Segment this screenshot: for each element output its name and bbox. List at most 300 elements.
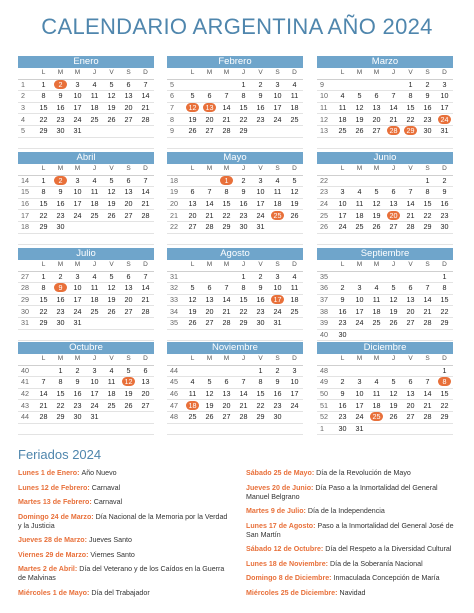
day-cell — [218, 271, 235, 283]
week-row — [167, 221, 303, 233]
day-cell: 12 — [385, 294, 402, 306]
day-cell: 19 — [103, 198, 120, 210]
day-cell: 15 — [35, 294, 52, 306]
weekday-label: D — [436, 68, 453, 79]
day-cell: 23 — [235, 210, 252, 222]
holiday-marker: 17 — [271, 295, 284, 304]
day-cell: 1 — [402, 79, 419, 91]
day-cell: 28 — [235, 411, 252, 423]
week-row — [167, 137, 303, 149]
day-cell: 30 — [419, 125, 436, 137]
day-cell: 10 — [69, 283, 86, 295]
day-cell: 8 — [235, 283, 252, 295]
day-cell: 17 — [436, 102, 453, 114]
day-cell: 9 — [52, 187, 69, 199]
day-cell: 22 — [402, 114, 419, 126]
day-cell: 17 — [69, 198, 86, 210]
day-cell: 18 — [286, 102, 303, 114]
day-cell — [334, 79, 351, 91]
month-noviembre — [167, 342, 303, 435]
weekday-header-row — [317, 164, 453, 175]
day-cell — [269, 125, 286, 137]
week-number: 27 — [18, 271, 35, 283]
day-cell: 30 — [436, 221, 453, 233]
day-cell: 29 — [252, 411, 269, 423]
weekday-label: M — [52, 164, 69, 175]
day-cell — [103, 329, 120, 341]
day-cell: 20 — [201, 306, 218, 318]
week-row — [18, 79, 154, 91]
day-cell: 27 — [402, 317, 419, 329]
week-number — [167, 329, 184, 341]
week-number-header — [18, 354, 35, 365]
week-row — [18, 423, 154, 435]
day-cell: 14 — [137, 187, 154, 199]
month-diciembre — [317, 342, 453, 435]
week-row — [18, 365, 154, 377]
day-cell: 3 — [252, 175, 269, 187]
day-cell — [103, 411, 120, 423]
day-cell — [419, 137, 436, 149]
day-cell: 20 — [120, 102, 137, 114]
week-row — [167, 423, 303, 435]
day-cell: 31 — [252, 221, 269, 233]
day-cell: 18 — [86, 294, 103, 306]
day-cell: 4 — [368, 283, 385, 295]
week-row — [317, 221, 453, 233]
day-cell: 7 — [235, 377, 252, 389]
week-number: 18 — [18, 221, 35, 233]
weekday-label: S — [120, 260, 137, 271]
day-cell: 8 — [402, 91, 419, 103]
weekday-label: V — [252, 260, 269, 271]
week-number: 6 — [167, 91, 184, 103]
day-cell: 28 — [419, 411, 436, 423]
weekday-label: M — [351, 164, 368, 175]
weekday-label: V — [252, 68, 269, 79]
day-cell — [334, 365, 351, 377]
weekday-label: L — [184, 68, 201, 79]
month-septiembre — [317, 248, 453, 341]
day-cell — [35, 423, 52, 435]
day-cell — [385, 210, 402, 222]
day-cell: 29 — [35, 221, 52, 233]
day-cell: 1 — [235, 271, 252, 283]
day-cell: 9 — [252, 283, 269, 295]
day-cell: 8 — [419, 187, 436, 199]
day-cell — [286, 329, 303, 341]
month-table — [317, 354, 453, 435]
day-cell — [201, 175, 218, 187]
month-table — [317, 260, 453, 341]
day-cell — [201, 79, 218, 91]
day-cell: 14 — [402, 198, 419, 210]
month-table — [18, 68, 154, 149]
day-cell: 14 — [419, 388, 436, 400]
weekday-label: S — [269, 354, 286, 365]
day-cell: 13 — [120, 187, 137, 199]
holiday-marker: 20 — [387, 211, 400, 220]
day-cell — [103, 423, 120, 435]
day-cell: 6 — [120, 271, 137, 283]
weekday-header-row — [167, 260, 303, 271]
day-cell: 7 — [419, 283, 436, 295]
day-cell: 12 — [103, 187, 120, 199]
day-cell — [351, 137, 368, 149]
week-number: 22 — [167, 221, 184, 233]
day-cell: 8 — [35, 283, 52, 295]
weekday-label: D — [137, 260, 154, 271]
weekday-label: M — [368, 354, 385, 365]
month-header: Agosto — [167, 248, 303, 260]
day-cell: 25 — [103, 400, 120, 412]
day-cell — [385, 125, 402, 137]
day-cell — [218, 137, 235, 149]
month-table — [18, 260, 154, 341]
day-cell: 6 — [368, 91, 385, 103]
day-cell — [69, 221, 86, 233]
day-cell — [269, 233, 286, 245]
week-number: 44 — [167, 365, 184, 377]
day-cell: 27 — [218, 411, 235, 423]
day-cell — [368, 411, 385, 423]
week-number: 25 — [317, 210, 334, 222]
day-cell: 30 — [252, 317, 269, 329]
weekday-label: J — [86, 164, 103, 175]
month-octubre — [18, 342, 154, 435]
week-number: 35 — [317, 271, 334, 283]
week-row — [18, 411, 154, 423]
day-cell — [103, 137, 120, 149]
day-cell — [184, 365, 201, 377]
day-cell — [235, 137, 252, 149]
day-cell: 11 — [86, 187, 103, 199]
day-cell: 18 — [86, 102, 103, 114]
holiday-date: Miércoles 25 de Diciembre: — [246, 588, 340, 597]
week-number — [167, 423, 184, 435]
day-cell: 18 — [351, 210, 368, 222]
week-number: 41 — [18, 377, 35, 389]
day-cell: 13 — [402, 388, 419, 400]
day-cell: 30 — [52, 317, 69, 329]
holiday-date: Lunes 1 de Enero: — [18, 469, 82, 477]
week-number: 4 — [18, 114, 35, 126]
day-cell — [86, 423, 103, 435]
week-number: 9 — [167, 125, 184, 137]
week-number: 28 — [18, 283, 35, 295]
day-cell: 18 — [86, 198, 103, 210]
week-number-header — [317, 164, 334, 175]
week-number: 7 — [167, 102, 184, 114]
day-cell: 10 — [334, 198, 351, 210]
day-cell: 25 — [286, 306, 303, 318]
day-cell — [86, 233, 103, 245]
day-cell: 21 — [137, 198, 154, 210]
day-cell: 16 — [52, 294, 69, 306]
week-row — [18, 283, 154, 295]
holiday-description: Día del Respeto a la Diversidad Cultural — [325, 545, 452, 553]
day-cell: 22 — [218, 210, 235, 222]
weekday-label: M — [218, 68, 235, 79]
day-cell: 26 — [385, 317, 402, 329]
holiday-item — [246, 589, 458, 598]
day-cell — [86, 125, 103, 137]
day-cell: 15 — [52, 388, 69, 400]
week-number-header — [167, 260, 184, 271]
day-cell: 20 — [120, 198, 137, 210]
day-cell — [286, 221, 303, 233]
week-number: 22 — [317, 175, 334, 187]
week-number-header — [18, 68, 35, 79]
day-cell: 17 — [69, 294, 86, 306]
weekday-label: M — [368, 164, 385, 175]
day-cell: 20 — [184, 210, 201, 222]
day-cell: 28 — [402, 221, 419, 233]
day-cell: 21 — [218, 114, 235, 126]
day-cell — [269, 329, 286, 341]
holiday-item — [246, 484, 458, 502]
weekday-label: J — [86, 354, 103, 365]
day-cell: 31 — [436, 125, 453, 137]
day-cell: 27 — [402, 411, 419, 423]
holiday-date: Lunes 12 de Febrero: — [18, 483, 92, 492]
day-cell: 16 — [235, 198, 252, 210]
week-row — [317, 388, 453, 400]
day-cell: 22 — [235, 114, 252, 126]
day-cell — [120, 125, 137, 137]
holiday-description: Viernes Santo — [90, 550, 135, 559]
week-number: 9 — [317, 79, 334, 91]
weekday-label: S — [419, 68, 436, 79]
week-row — [167, 91, 303, 103]
month-header: Febrero — [167, 56, 303, 68]
day-cell: 26 — [184, 317, 201, 329]
holiday-item — [18, 589, 230, 598]
day-cell: 1 — [35, 271, 52, 283]
weekday-label: J — [385, 260, 402, 271]
day-cell: 14 — [218, 294, 235, 306]
day-cell: 27 — [137, 400, 154, 412]
day-cell: 19 — [184, 306, 201, 318]
month-table — [18, 354, 154, 435]
weekday-label: L — [334, 260, 351, 271]
weekday-label: M — [201, 354, 218, 365]
day-cell: 19 — [368, 210, 385, 222]
weekday-label: M — [218, 354, 235, 365]
day-cell: 22 — [419, 210, 436, 222]
day-cell — [103, 125, 120, 137]
month-table — [18, 164, 154, 245]
week-row — [18, 377, 154, 389]
week-row — [317, 400, 453, 412]
weekday-label: D — [286, 354, 303, 365]
month-marzo — [317, 56, 453, 149]
day-cell: 22 — [35, 114, 52, 126]
week-row — [317, 365, 453, 377]
day-cell: 8 — [235, 91, 252, 103]
holiday-item — [18, 536, 230, 545]
day-cell: 6 — [218, 377, 235, 389]
week-row — [317, 187, 453, 199]
week-row — [18, 91, 154, 103]
week-number: 37 — [317, 294, 334, 306]
weekday-header-row — [167, 354, 303, 365]
day-cell: 27 — [201, 125, 218, 137]
day-cell: 11 — [86, 91, 103, 103]
day-cell: 24 — [252, 210, 269, 222]
weekday-label: S — [120, 68, 137, 79]
day-cell: 27 — [201, 317, 218, 329]
week-row — [317, 102, 453, 114]
week-row — [317, 198, 453, 210]
day-cell — [385, 233, 402, 245]
weekday-header-row — [317, 354, 453, 365]
day-cell: 12 — [103, 91, 120, 103]
day-cell: 25 — [286, 114, 303, 126]
day-cell: 28 — [137, 210, 154, 222]
week-number-header — [167, 68, 184, 79]
day-cell: 11 — [269, 187, 286, 199]
month-header: Julio — [18, 248, 154, 260]
week-number-header — [167, 164, 184, 175]
week-number: 39 — [317, 317, 334, 329]
day-cell: 15 — [235, 294, 252, 306]
holiday-marker: 25 — [271, 211, 284, 220]
week-row — [167, 125, 303, 137]
day-cell — [137, 233, 154, 245]
day-cell: 2 — [235, 175, 252, 187]
day-cell — [218, 423, 235, 435]
day-cell: 26 — [201, 411, 218, 423]
day-cell: 27 — [120, 114, 137, 126]
week-row — [317, 317, 453, 329]
holiday-marker: 28 — [387, 126, 400, 135]
day-cell: 4 — [184, 377, 201, 389]
week-row — [18, 137, 154, 149]
month-table — [167, 164, 303, 245]
holidays-section — [18, 447, 458, 603]
day-cell: 10 — [286, 377, 303, 389]
week-row — [18, 233, 154, 245]
month-header: Diciembre — [317, 342, 453, 354]
day-cell — [385, 79, 402, 91]
day-cell: 23 — [334, 317, 351, 329]
week-number — [167, 233, 184, 245]
day-cell: 23 — [52, 306, 69, 318]
day-cell: 14 — [235, 388, 252, 400]
day-cell: 21 — [385, 114, 402, 126]
month-agosto — [167, 248, 303, 341]
day-cell — [120, 377, 137, 389]
day-cell: 9 — [69, 377, 86, 389]
day-cell — [184, 175, 201, 187]
day-cell: 1 — [35, 175, 52, 187]
holiday-description: Carnaval — [93, 498, 123, 506]
day-cell: 13 — [368, 102, 385, 114]
weekday-label: M — [218, 164, 235, 175]
day-cell — [137, 221, 154, 233]
day-cell: 20 — [137, 388, 154, 400]
day-cell: 6 — [184, 187, 201, 199]
weekday-label: J — [385, 164, 402, 175]
day-cell — [402, 271, 419, 283]
month-header: Enero — [18, 56, 154, 68]
holiday-description: Carnaval — [91, 483, 121, 492]
day-cell — [402, 125, 419, 137]
day-cell: 10 — [436, 91, 453, 103]
day-cell: 2 — [252, 79, 269, 91]
day-cell: 16 — [52, 102, 69, 114]
day-cell: 12 — [351, 102, 368, 114]
day-cell: 13 — [137, 377, 154, 389]
day-cell — [385, 329, 402, 341]
weekday-label: M — [69, 68, 86, 79]
week-number: 33 — [167, 294, 184, 306]
holiday-description: Jueves Santo — [88, 536, 132, 544]
day-cell: 15 — [35, 102, 52, 114]
week-row — [317, 79, 453, 91]
day-cell: 2 — [419, 79, 436, 91]
month-abril — [18, 152, 154, 245]
week-number — [317, 137, 334, 149]
day-cell: 19 — [201, 400, 218, 412]
day-cell: 20 — [402, 400, 419, 412]
day-cell — [436, 137, 453, 149]
day-cell: 20 — [201, 114, 218, 126]
day-cell: 16 — [334, 400, 351, 412]
week-number-header — [18, 260, 35, 271]
day-cell: 7 — [402, 187, 419, 199]
holiday-date: Viernes 29 de Marzo: — [18, 550, 91, 559]
day-cell — [103, 221, 120, 233]
day-cell — [334, 137, 351, 149]
holiday-date: Martes 9 de Julio: — [246, 507, 308, 515]
day-cell: 30 — [269, 411, 286, 423]
day-cell: 4 — [86, 79, 103, 91]
week-row — [167, 175, 303, 187]
day-cell: 14 — [419, 294, 436, 306]
day-cell: 9 — [436, 187, 453, 199]
weekday-label: S — [269, 260, 286, 271]
week-row — [317, 271, 453, 283]
day-cell — [286, 411, 303, 423]
weekday-label: M — [201, 260, 218, 271]
week-number-header — [317, 68, 334, 79]
day-cell: 2 — [69, 365, 86, 377]
day-cell — [218, 233, 235, 245]
day-cell: 13 — [402, 294, 419, 306]
day-cell: 27 — [184, 221, 201, 233]
day-cell: 15 — [419, 198, 436, 210]
week-row — [18, 210, 154, 222]
day-cell: 6 — [201, 91, 218, 103]
week-row — [167, 388, 303, 400]
weekday-label: M — [351, 260, 368, 271]
day-cell: 1 — [252, 365, 269, 377]
day-cell: 22 — [252, 400, 269, 412]
month-enero — [18, 56, 154, 149]
day-cell — [137, 423, 154, 435]
day-cell — [351, 271, 368, 283]
day-cell — [103, 317, 120, 329]
week-number: 13 — [317, 125, 334, 137]
weekday-label: S — [419, 164, 436, 175]
day-cell — [334, 233, 351, 245]
day-cell: 21 — [201, 210, 218, 222]
day-cell: 2 — [436, 175, 453, 187]
week-row — [167, 233, 303, 245]
holiday-marker: 24 — [438, 115, 451, 124]
